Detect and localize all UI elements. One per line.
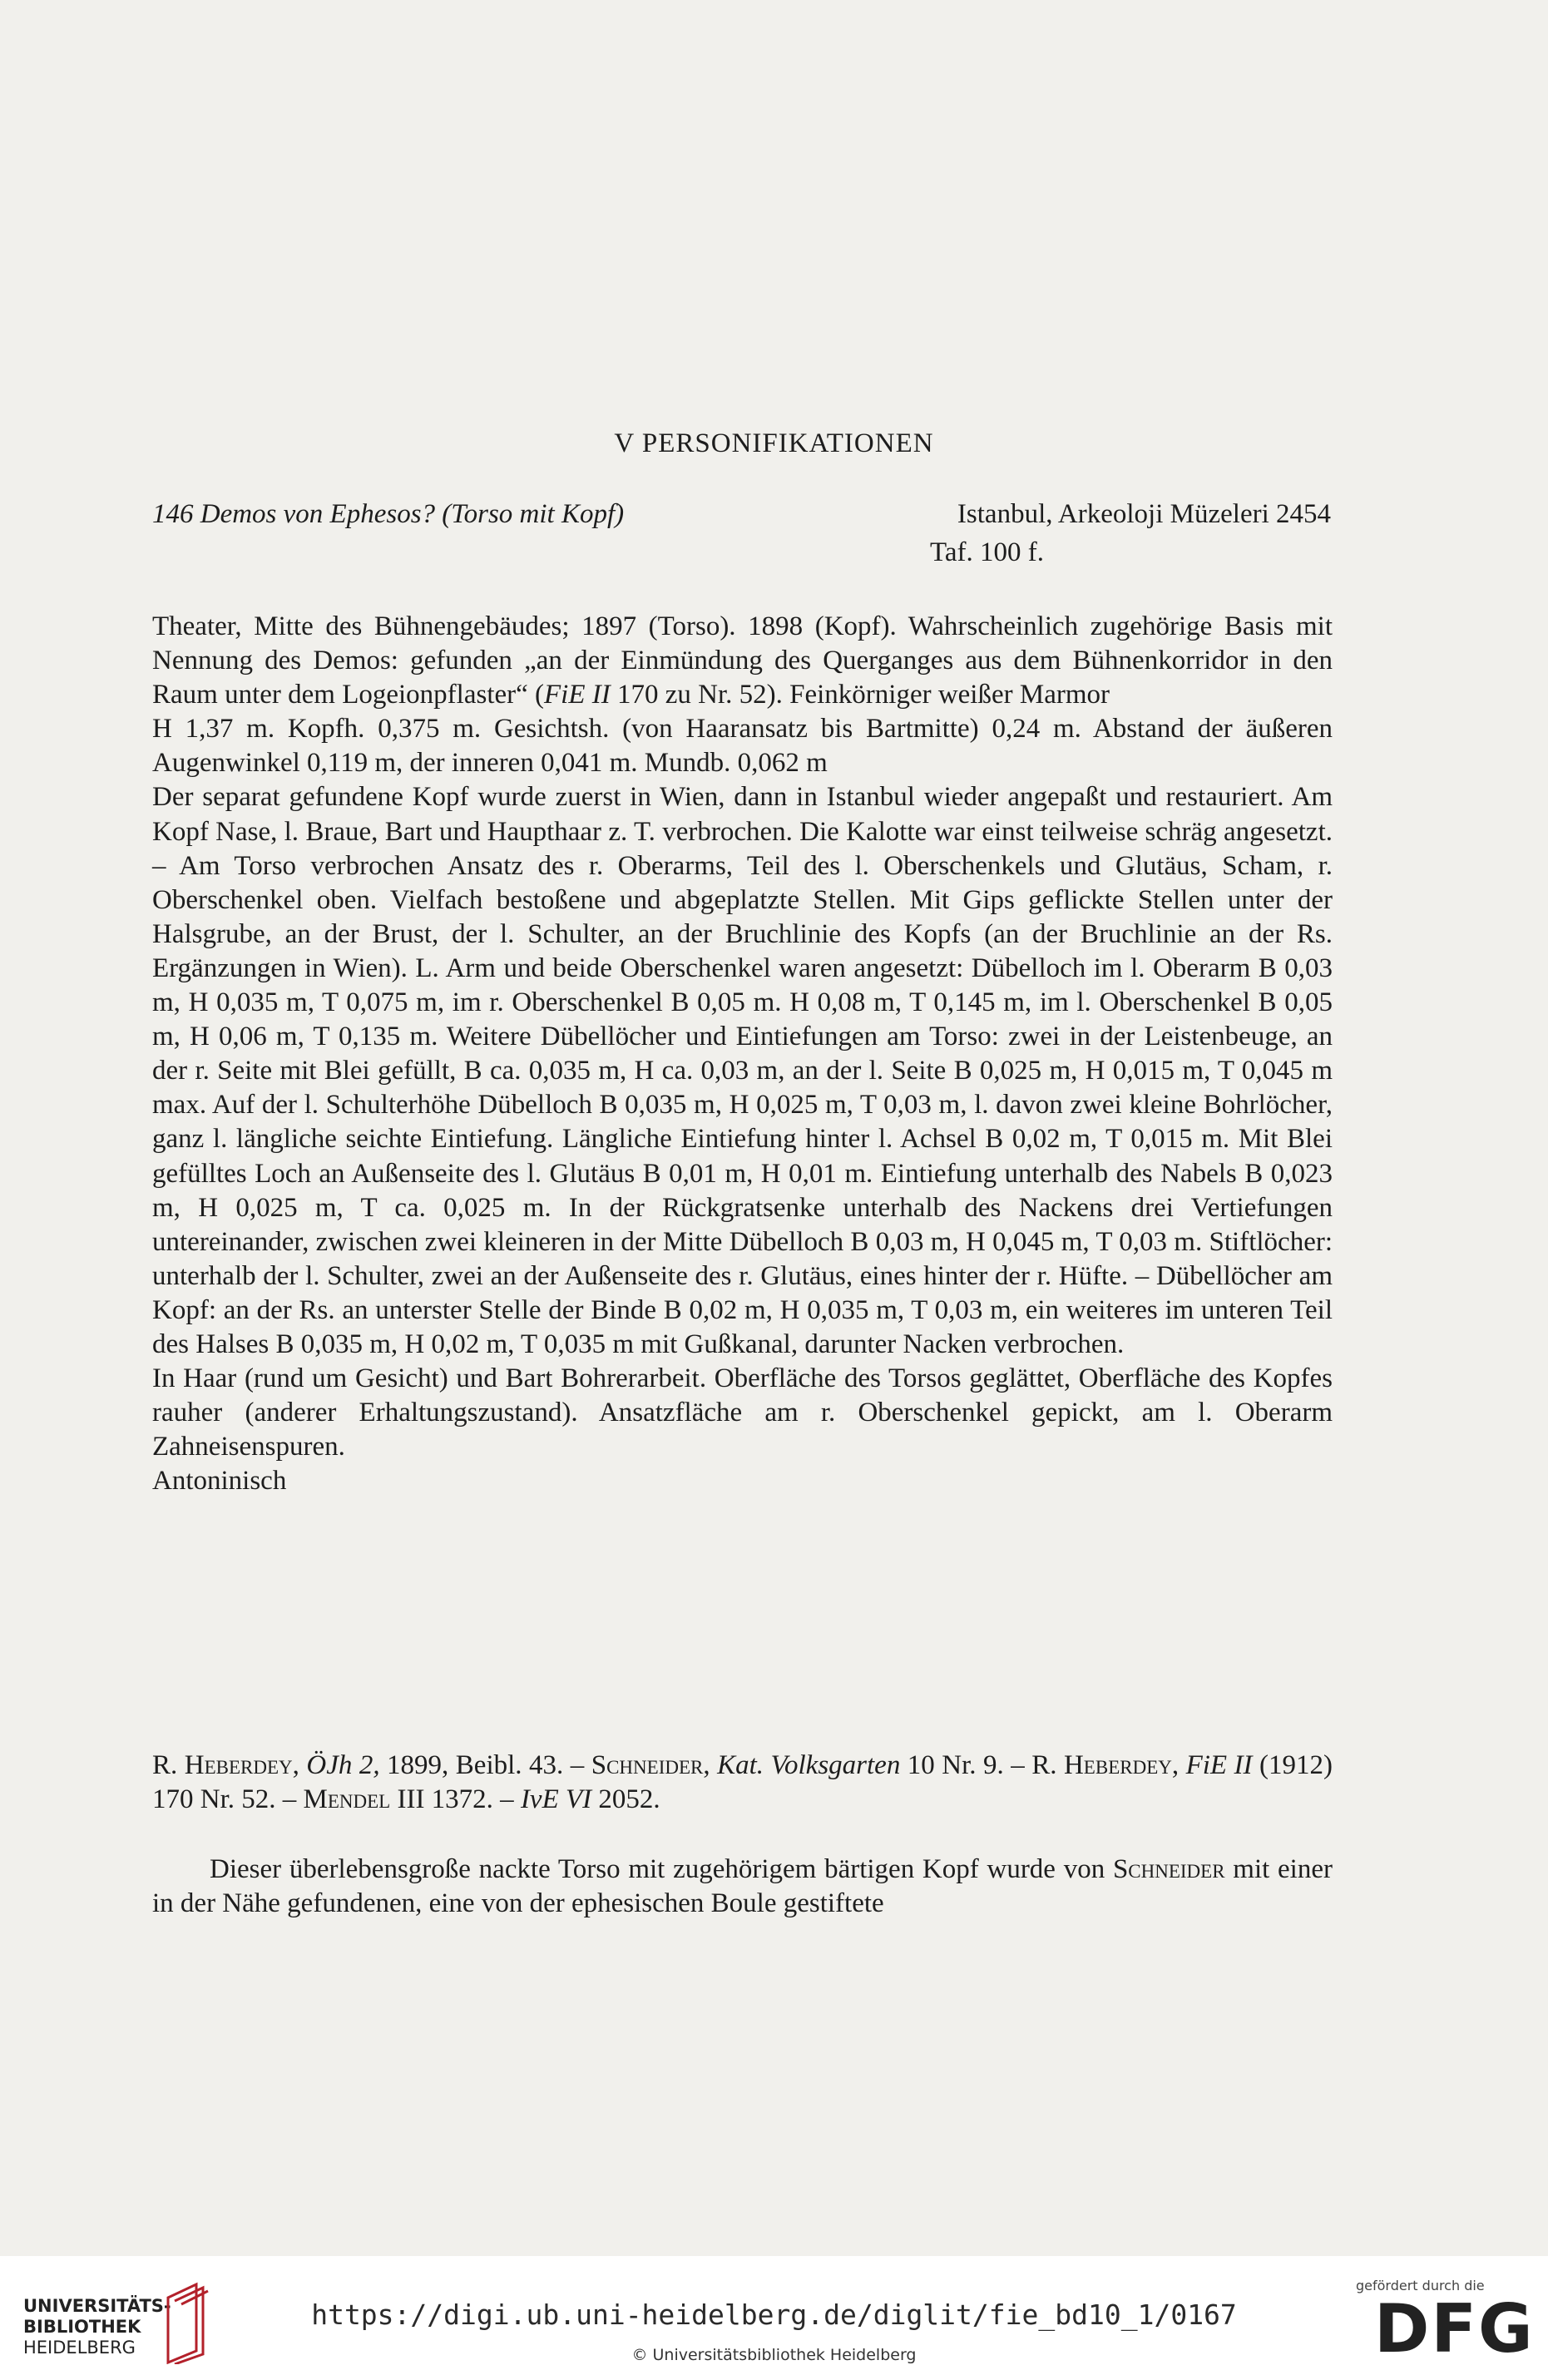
entry-location: Istanbul, Arkeoloji Müzeleri 2454 [957, 499, 1331, 529]
entry-description [152, 610, 1333, 1498]
bib-sep: , [1171, 1750, 1186, 1780]
bib-text: (1912) 170 Nr. 52. – [152, 1750, 1333, 1815]
findspot-reference: FiE II [544, 680, 611, 710]
bib-journal: Kat. Volksgarten [717, 1750, 901, 1780]
bib-text: III 1372. – [390, 1784, 521, 1815]
bib-sep: , [292, 1750, 307, 1780]
dfg-logo[interactable]: DFG [1374, 2290, 1535, 2368]
bib-journal: FiE II [1185, 1750, 1253, 1780]
library-name-line: UNIVERSITÄTS- [23, 2296, 171, 2316]
bib-author: R. Heberdey [1031, 1750, 1172, 1780]
commentary-text-end: mit einer in der Nähe gefundenen, eine von der ephesischen Boule gestiftete [152, 1854, 1333, 1919]
entry-plate: Taf. 100 f. [930, 537, 1044, 567]
commentary-author: Schneider [1112, 1854, 1225, 1884]
section-heading: V PERSONIFIKATIONEN [614, 428, 934, 458]
commentary-text: Dieser überlebensgroße nackte Torso mit zugehörigem bärtigen Kopf wurde von [210, 1854, 1113, 1884]
entry-title: 146 Demos von Ephesos? (Torso mit Kopf) [152, 499, 625, 529]
bib-journal: ÖJh 2, [306, 1750, 380, 1780]
permalink-url[interactable]: https://digi.ub.uni-heidelberg.de/diglit/fie_bd10_1/0167 [311, 2298, 1237, 2331]
condition-paragraph: Der separat gefundene Kopf wurde zuerst in Wien, dann in Istanbul wieder angepaßt und restauriert. Am Kopf Nase, l. Braue, Bart und Haupthaar z. T. verbrochen. Die Kalotte war einst teilweise schräg angesetzt. – Am Torso verbrochen Ansatz des r. Oberarms, Teil des l. Oberschenkels und Glutäus, Scham, r. Oberschenkel oben. Vielfach bestoßene und abgeplatzte Stellen. Mit Gips geflickte Stellen unter der Halsgrube, an der Brust, der l. Schulter, an der Bruchlinie des Kopfs (an der Bruchlinie an der Rs. Ergänzungen in Wien). L. Arm und beide Oberschenkel waren angesetzt: Dübelloch im l. Oberarm B 0,03 m, H 0,035 m, T 0,075 m, im r. Oberschenkel B 0,05 m. H 0,08 m, T 0,145 m, im l. Oberschenkel B 0,05 m, H 0,06 m, T 0,135 m. Weitere Dübellöcher und Eintiefungen am Torso: zwei in der Leistenbeuge, an der r. Seite mit Blei gefüllt, B ca. 0,035 m, H ca. 0,03 m, an der l. Seite B 0,025 m, H 0,015 m, T 0,045 m max. Auf der l. Schulterhöhe Dübelloch B 0,035 m, H 0,025 m, T 0,03 m, l. davon zwei kleine Bohrlöcher, ganz l. längliche seichte Eintiefung. Längliche Eintiefung hinter l. Achsel B 0,02 m, T 0,015 m. Mit Blei gefülltes Loch an Außenseite des l. Glutäus B 0,01 m, H 0,01 m. Eintiefung unterhalb des Nabels B 0,023 m, H 0,025 m, T ca. 0,025 m. In der Rückgratsenke unterhalb des Nackens drei Vertiefungen untereinander, zwischen zwei kleineren in der Mitte Dübelloch B 0,03 m, H 0,045 m, T 0,03 m. Stiftlöcher: unterhalb der l. Schulter, zwei an der Außenseite des r. Glutäus, eines hinter der r. Hüfte. – Dübellöcher am Kopf: an der Rs. an unterster Stelle der Binde B 0,02 m, H 0,035 m, T 0,03 m, ein weiteres im unteren Teil des Halses B 0,035 m, H 0,02 m, T 0,035 m mit Gußkanal, darunter Nacken verbrochen. [152, 782, 1333, 1359]
commentary-paragraph [152, 1853, 1333, 1921]
bib-text: 2052. [591, 1784, 660, 1815]
bib-sep: , [703, 1750, 718, 1780]
bib-author: R. Heberdey [152, 1750, 293, 1780]
findspot-text-end: 170 zu Nr. 52). Feinkörniger weißer Marmor [610, 680, 1110, 710]
bib-text: 10 Nr. 9. – [900, 1750, 1032, 1780]
funding-note: gefördert durch die [1356, 2278, 1485, 2293]
bib-journal: IvE VI [520, 1784, 592, 1815]
bib-author: Schneider [591, 1750, 704, 1780]
library-name-line: BIBLIOTHEK [23, 2317, 141, 2337]
technique-paragraph: In Haar (rund um Gesicht) und Bart Bohrerarbeit. Oberfläche des Torsos geglättet, Oberfläche des Kopfes rauher (anderer Erhaltungszustand). Ansatzfläche am r. Oberschenkel gepickt, am l. Oberarm Zahneisenspuren. [152, 1363, 1333, 1462]
measurements-paragraph: H 1,37 m. Kopfh. 0,375 m. Gesichtsh. (von Haaransatz bis Bartmitte) 0,24 m. Abstand der äußeren Augenwinkel 0,119 m, der inneren 0,041 m. Mundb. 0,062 m [152, 714, 1333, 779]
library-name-line: HEIDELBERG [23, 2338, 136, 2358]
copyright-notice: © Universitätsbibliothek Heidelberg [631, 2346, 917, 2364]
findspot-text: Theater, Mitte des Bühnengebäudes; 1897 (Torso). 1898 (Kopf). Wahrscheinlich zugehörige Basis mit Nennung des Demos: gefunden „an der Einmündung des Querganges aus dem Bühnenkorridor in den Raum unter dem Logeionpflaster“ ( [152, 611, 1333, 710]
bibliography [152, 1749, 1333, 1817]
bib-author: Mendel [303, 1784, 391, 1815]
bib-text: 1899, Beibl. 43. – [379, 1750, 591, 1780]
dating-paragraph: Antoninisch [152, 1466, 287, 1497]
findspot-paragraph [152, 610, 1333, 712]
